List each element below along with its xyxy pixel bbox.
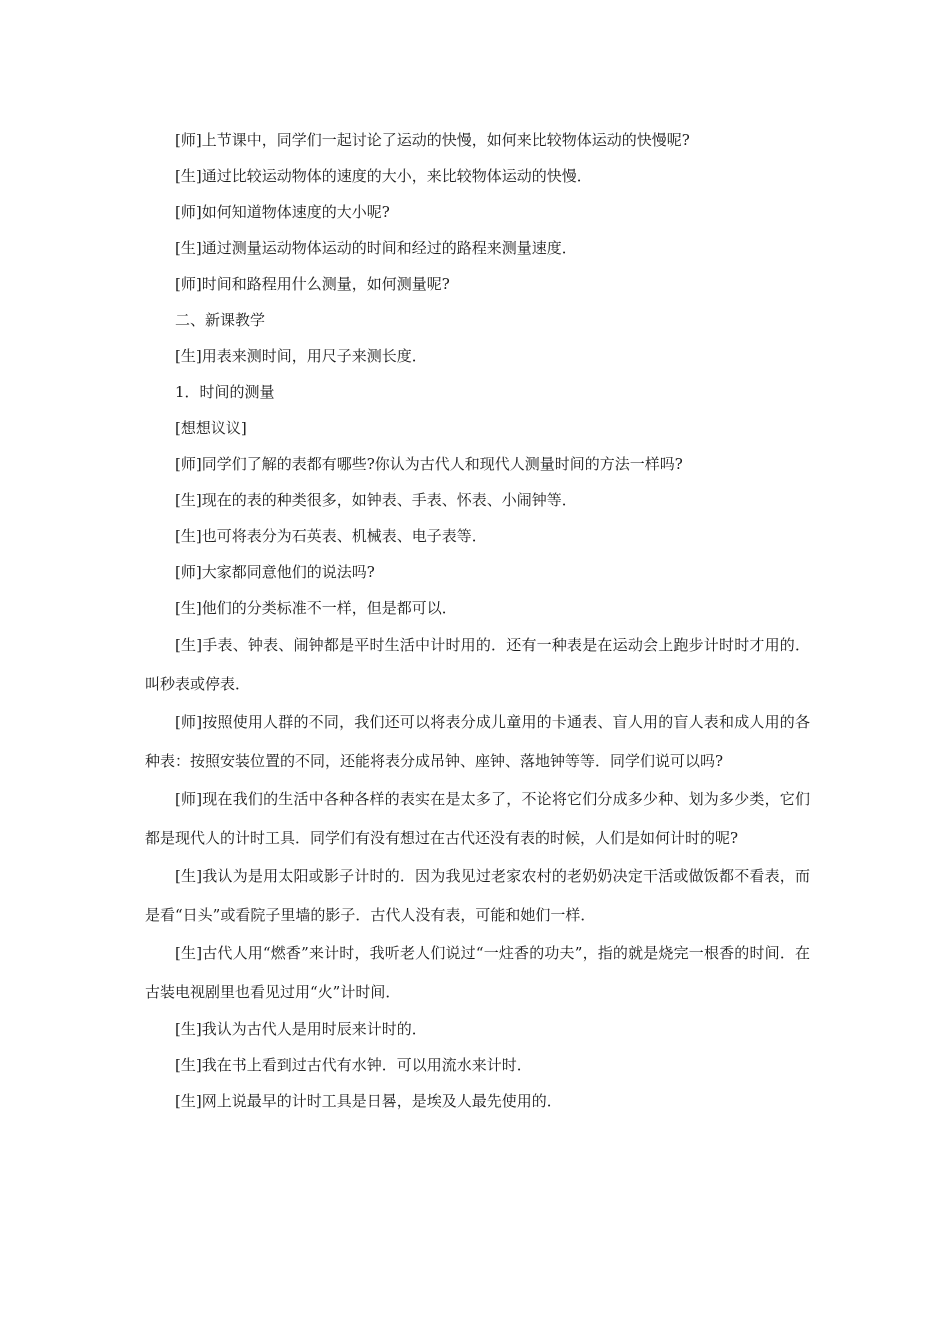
dialogue-line: [师]上节课中，同学们一起讨论了运动的快慢，如何来比较物体运动的快慢呢? [175, 131, 690, 149]
dialogue-line: [师]大家都同意他们的说法吗? [175, 563, 375, 581]
dialogue-line: [师]时间和路程用什么测量，如何测量呢? [175, 275, 450, 293]
dialogue-paragraph: [生]古代人用“燃香”来计时，我听老人们说过“一炷香的功夫”，指的就是烧完一根香的时间．在古装电视剧里也看见过用“火”计时间． [145, 944, 810, 1001]
dialogue-paragraph: [生]手表、钟表、闹钟都是平时生活中计时用的．还有一种表是在运动会上跑步计时时才用的．叫秒表或停表． [145, 636, 810, 693]
dialogue-paragraph: [生]我认为是用太阳或影子计时的．因为我见过老家农村的老奶奶决定干活或做饭都不看表，而是看“日头”或看院子里墙的影子．古代人没有表，可能和她们一样． [145, 867, 810, 924]
activity-heading: [想想议议] [175, 419, 247, 437]
dialogue-line: [生]通过比较运动物体的速度的大小，来比较物体运动的快慢． [175, 167, 592, 185]
document-body [145, 122, 810, 1119]
dialogue-paragraph: [师]现在我们的生活中各种各样的表实在是太多了，不论将它们分成多少种、划为多少类，它们都是现代人的计时工具．同学们有没有想过在古代还没有表的时候，人们是如何计时的呢? [145, 790, 810, 847]
dialogue-line: [生]我认为古代人是用时辰来计时的． [175, 1020, 427, 1038]
section-heading: 二、新课教学 [175, 311, 266, 329]
dialogue-line: [师]如何知道物体速度的大小呢? [175, 203, 390, 221]
dialogue-line: [生]网上说最早的计时工具是日晷，是埃及人最先使用的． [175, 1092, 562, 1110]
dialogue-line: [生]现在的表的种类很多，如钟表、手表、怀表、小闹钟等． [175, 491, 577, 509]
dialogue-paragraph: [师]按照使用人群的不同，我们还可以将表分成儿童用的卡通表、盲人用的盲人表和成人用的各种表：按照安装位置的不同，还能将表分成吊钟、座钟、落地钟等等．同学们说可以吗? [145, 713, 810, 770]
dialogue-line: [生]通过测量运动物体运动的时间和经过的路程来测量速度． [175, 239, 577, 257]
dialogue-line: [生]他们的分类标准不一样，但是都可以． [175, 599, 457, 617]
dialogue-line: [生]我在书上看到过古代有水钟．可以用流水来计时． [175, 1056, 532, 1074]
subsection-heading: 1．时间的测量 [175, 383, 275, 401]
dialogue-line: [生]也可将表分为石英表、机械表、电子表等． [175, 527, 487, 545]
dialogue-line: [师]同学们了解的表都有哪些?你认为古代人和现代人测量时间的方法一样吗? [175, 455, 683, 473]
dialogue-line: [生]用表来测时间，用尺子来测长度． [175, 347, 427, 365]
